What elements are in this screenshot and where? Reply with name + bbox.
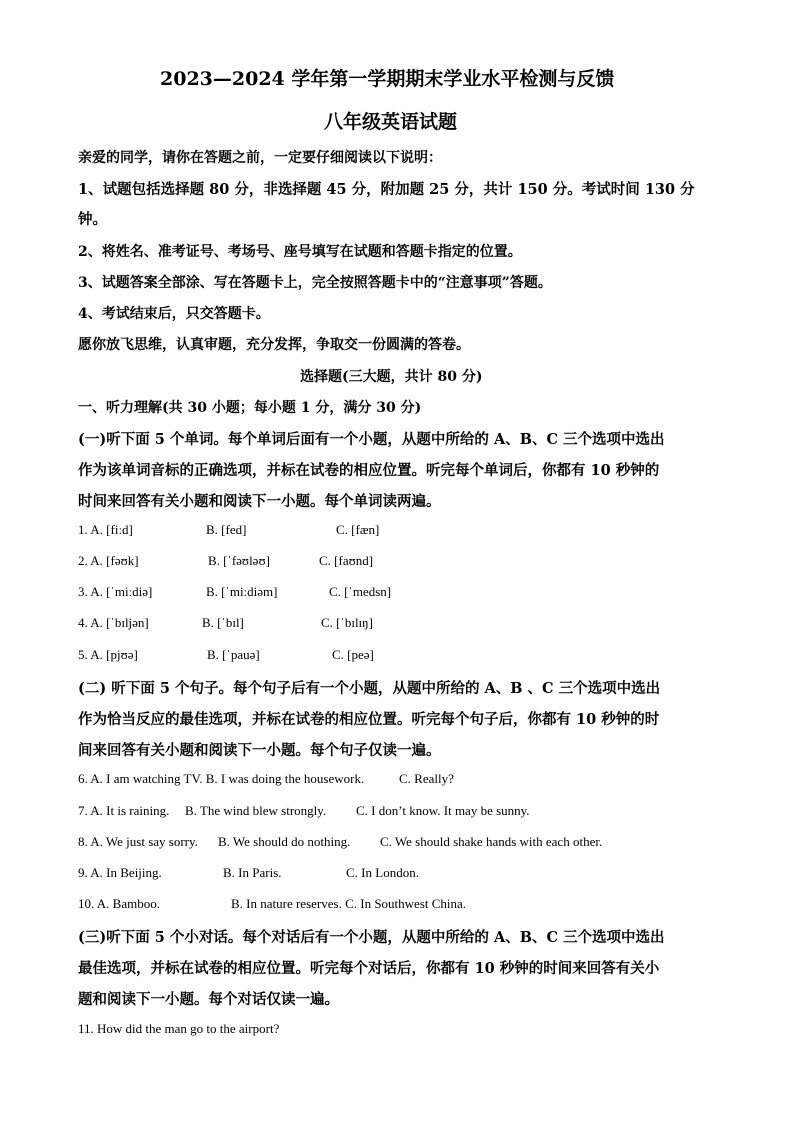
sub2-instruction-line2: 作为恰当反应的最佳选项，并标在试卷的相应位置。听完每个句子后，你都有 10 秒钟的时 [78, 711, 660, 728]
question-item [78, 647, 718, 665]
section-title: 选择题(三大题，共计 80 分) [300, 369, 483, 385]
option-b: B. In Paris. [223, 865, 282, 880]
option-b: B. [ˈbɪl] [202, 615, 244, 630]
option-c: C. We should shake hands with each other. [380, 834, 603, 849]
option-a: 1. A. [fiːd] [78, 522, 133, 537]
option-a: 10. A. Bamboo. [78, 896, 160, 911]
sub1-instruction-line2: 作为该单词音标的正确选项，并标在试卷的相应位置。听完每个单词后，你都有 10 秒钟的 [78, 462, 660, 479]
option-b: B. In nature reserves. C. In Southwest China. [231, 896, 467, 911]
option-b: B. The wind blew strongly. [185, 803, 327, 818]
question-item [78, 834, 718, 852]
sub1-instruction-line3: 时间来回答有关小题和阅读下一小题。每个单词读两遍。 [78, 493, 441, 510]
option-c: C. In London. [346, 865, 419, 880]
option-a: 7. A. It is raining. [78, 803, 170, 818]
sub3-instruction-line1: (三)听下面 5 个小对话。每个对话后有一个小题，从题中所给的 A、B、C 三个选项中选出 [78, 929, 665, 946]
option-b: B. [ˈpauə] [207, 647, 260, 662]
question-11: 11. How did the man go to the airport? [78, 1021, 280, 1036]
question-item [78, 615, 718, 633]
option-c: C. I don’t know. It may be sunny. [356, 803, 530, 818]
question-item [78, 771, 718, 789]
sub1-instruction-line1: (一)听下面 5 个单词。每个单词后面有一个小题，从题中所给的 A、B、C 三个选项中选出 [78, 431, 665, 448]
exam-subtitle: 八年级英语试题 [324, 111, 458, 133]
intro-note-1-cont: 钟。 [78, 211, 107, 228]
sub2-instruction-line3: 间来回答有关小题和阅读下一小题。每个句子仅读一遍。 [78, 742, 441, 759]
sub2-instruction-line1: (二) 听下面 5 个句子。每个句子后有一个小题，从题中所给的 A、B 、C 三个选项中选出 [78, 680, 661, 697]
intro-note-3: 3、试题答案全部涂、写在答题卡上，完全按照答题卡中的“注意事项”答题。 [78, 275, 552, 291]
question-item [78, 522, 718, 540]
intro-note-4: 4、考试结束后，只交答题卡。 [78, 306, 270, 322]
question-item [78, 865, 718, 883]
option-c: C. [peə] [332, 647, 374, 662]
intro-greeting: 亲爱的同学，请你在答题之前，一定要仔细阅读以下说明： [78, 150, 442, 166]
sub3-instruction-line3: 题和阅读下一小题。每个对话仅读一遍。 [78, 991, 339, 1008]
option-b: B. [ˈmiːdiəm] [206, 584, 278, 599]
part-1-heading: 一、听力理解(共 30 小题；每小题 1 分，满分 30 分) [78, 400, 422, 416]
option-a: 6. A. I am watching TV. B. I was doing the housework. [78, 771, 365, 786]
question-item [78, 553, 718, 571]
option-b: B. [ˈfəʊləʊ] [208, 553, 270, 568]
option-c: C. [faʊnd] [319, 553, 374, 568]
exam-title: 2023—2024 学年第一学期期末学业水平检测与反馈 [160, 68, 615, 90]
intro-wish: 愿你放飞思维，认真审题，充分发挥，争取交一份圆满的答卷。 [78, 337, 470, 353]
option-c: C. Really? [399, 771, 454, 786]
option-c: C. [ˈbɪlɪŋ] [321, 615, 373, 630]
option-a: 8. A. We just say sorry. [78, 834, 198, 849]
question-item [78, 584, 718, 602]
option-b: B. [fed] [206, 522, 247, 537]
intro-note-1: 1、试题包括选择题 80 分，非选择题 45 分，附加题 25 分，共计 150 分。考试时间 130 分 [78, 181, 695, 198]
question-item [78, 896, 718, 914]
option-a: 3. A. [ˈmiːdiə] [78, 584, 153, 599]
option-a: 9. A. In Beijing. [78, 865, 162, 880]
sub3-instruction-line2: 最佳选项，并标在试卷的相应位置。听完每个对话后，你都有 10 秒钟的时间来回答有关小 [78, 960, 660, 977]
option-c: C. [fæn] [336, 522, 380, 537]
option-a: 4. A. [ˈbɪljən] [78, 615, 149, 630]
option-a: 5. A. [pjʊə] [78, 647, 138, 662]
intro-note-2: 2、将姓名、准考证号、考场号、座号填写在试题和答题卡指定的位置。 [78, 244, 522, 260]
option-b: B. We should do nothing. [218, 834, 351, 849]
option-a: 2. A. [fəʊk] [78, 553, 139, 568]
option-c: C. [ˈmedsn] [329, 584, 392, 599]
question-item [78, 803, 718, 821]
